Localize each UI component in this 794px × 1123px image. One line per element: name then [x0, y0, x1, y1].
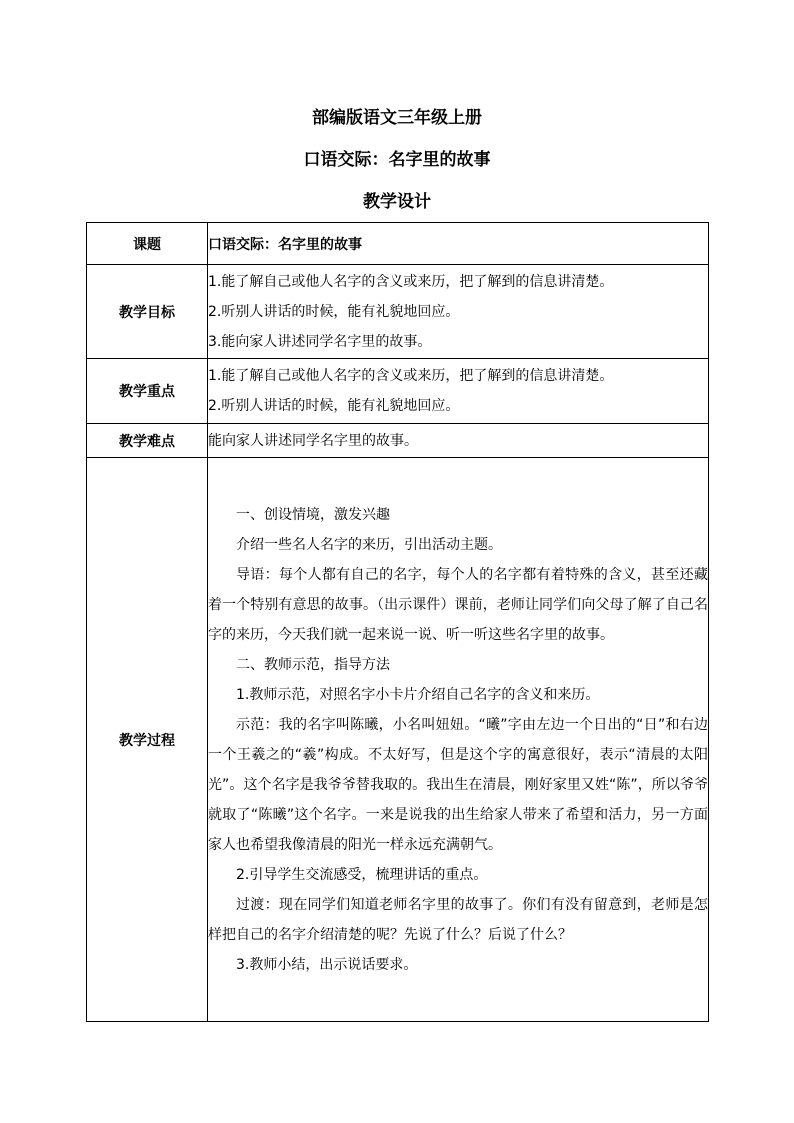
key-points-cell — [208, 359, 709, 424]
process-paragraph: 过渡：现在同学们知道老师名字里的故事了。你们有没有留意到，老师是怎样把自己的名字介绍清楚的呢？先说了什么？后说了什么？ — [208, 896, 708, 943]
goal-item: 3.能向家人讲述同学名字里的故事。 — [208, 333, 432, 350]
difficulty-cell — [208, 424, 709, 458]
topic-label: 课题 — [87, 223, 208, 265]
difficulty-label: 教学难点 — [87, 424, 208, 458]
process-paragraph: 3.教师小结，出示说话要求。 — [236, 956, 418, 973]
table-row-key-points — [87, 359, 709, 424]
lesson-plan-table — [86, 222, 709, 1022]
process-paragraph: 2.引导学生交流感受，梳理讲话的重点。 — [236, 866, 488, 883]
document-subtitle: 教学设计 — [363, 192, 431, 212]
key-point-item: 2.听别人讲话的时候，能有礼貌地回应。 — [208, 398, 460, 414]
goals-cell — [208, 265, 709, 359]
document-title: 部编版语文三年级上册 — [312, 108, 482, 128]
table-row-topic — [87, 223, 709, 265]
topic-value: 口语交际：名字里的故事 — [208, 223, 709, 265]
table-row-goals — [87, 265, 709, 359]
process-paragraph: 导语：每个人都有自己的名字，每个人的名字都有着特殊的含义，甚至还藏着一个特别有意思的故事。（出示课件）课前，老师让同学们向父母了解了自己名字的来历，今天我们就一起来说一说、听一听这些名字里的故事。 — [208, 566, 708, 643]
process-paragraph: 一、创设情境，激发兴趣 — [236, 506, 390, 523]
key-point-item: 1.能了解自己或他人名字的含义或来历，把了解到的信息讲清楚。 — [208, 368, 614, 384]
process-cell — [208, 458, 709, 1022]
table-row-process — [87, 458, 709, 1022]
process-paragraph: 示范：我的名字叫陈曦，小名叫妞妞。“曦”字由左边一个日出的“日”和右边一个王羲之的“羲”构成。不太好写，但是这个字的寓意很好，表示“清晨的太阳光”。这个名字是我爷爷替我取的。我出生在清晨，刚好家里又姓“陈”，所以爷爷就取了“陈曦”这个名字。一来是说我的出生给家人带来了希望和活力，另一方面家人也希望我像清晨的阳光一样永远充满朝气。 — [208, 716, 708, 853]
process-paragraph: 二、教师示范，指导方法 — [236, 656, 390, 673]
key-points-label: 教学重点 — [87, 359, 208, 424]
goal-item: 2.听别人讲话的时候，能有礼貌地回应。 — [208, 303, 460, 320]
process-paragraph: 1.教师示范，对照名字小卡片介绍自己名字的含义和来历。 — [236, 686, 600, 703]
goal-item: 1.能了解自己或他人名字的含义或来历，把了解到的信息讲清楚。 — [208, 273, 614, 290]
lesson-title: 口语交际：名字里的故事 — [303, 150, 491, 170]
difficulty-text: 能向家人讲述同学名字里的故事。 — [208, 432, 418, 449]
process-label: 教学过程 — [87, 458, 208, 1022]
table-row-difficulty — [87, 424, 709, 458]
process-paragraph: 介绍一些名人名字的来历，引出活动主题。 — [236, 536, 502, 553]
goals-label: 教学目标 — [87, 265, 208, 359]
